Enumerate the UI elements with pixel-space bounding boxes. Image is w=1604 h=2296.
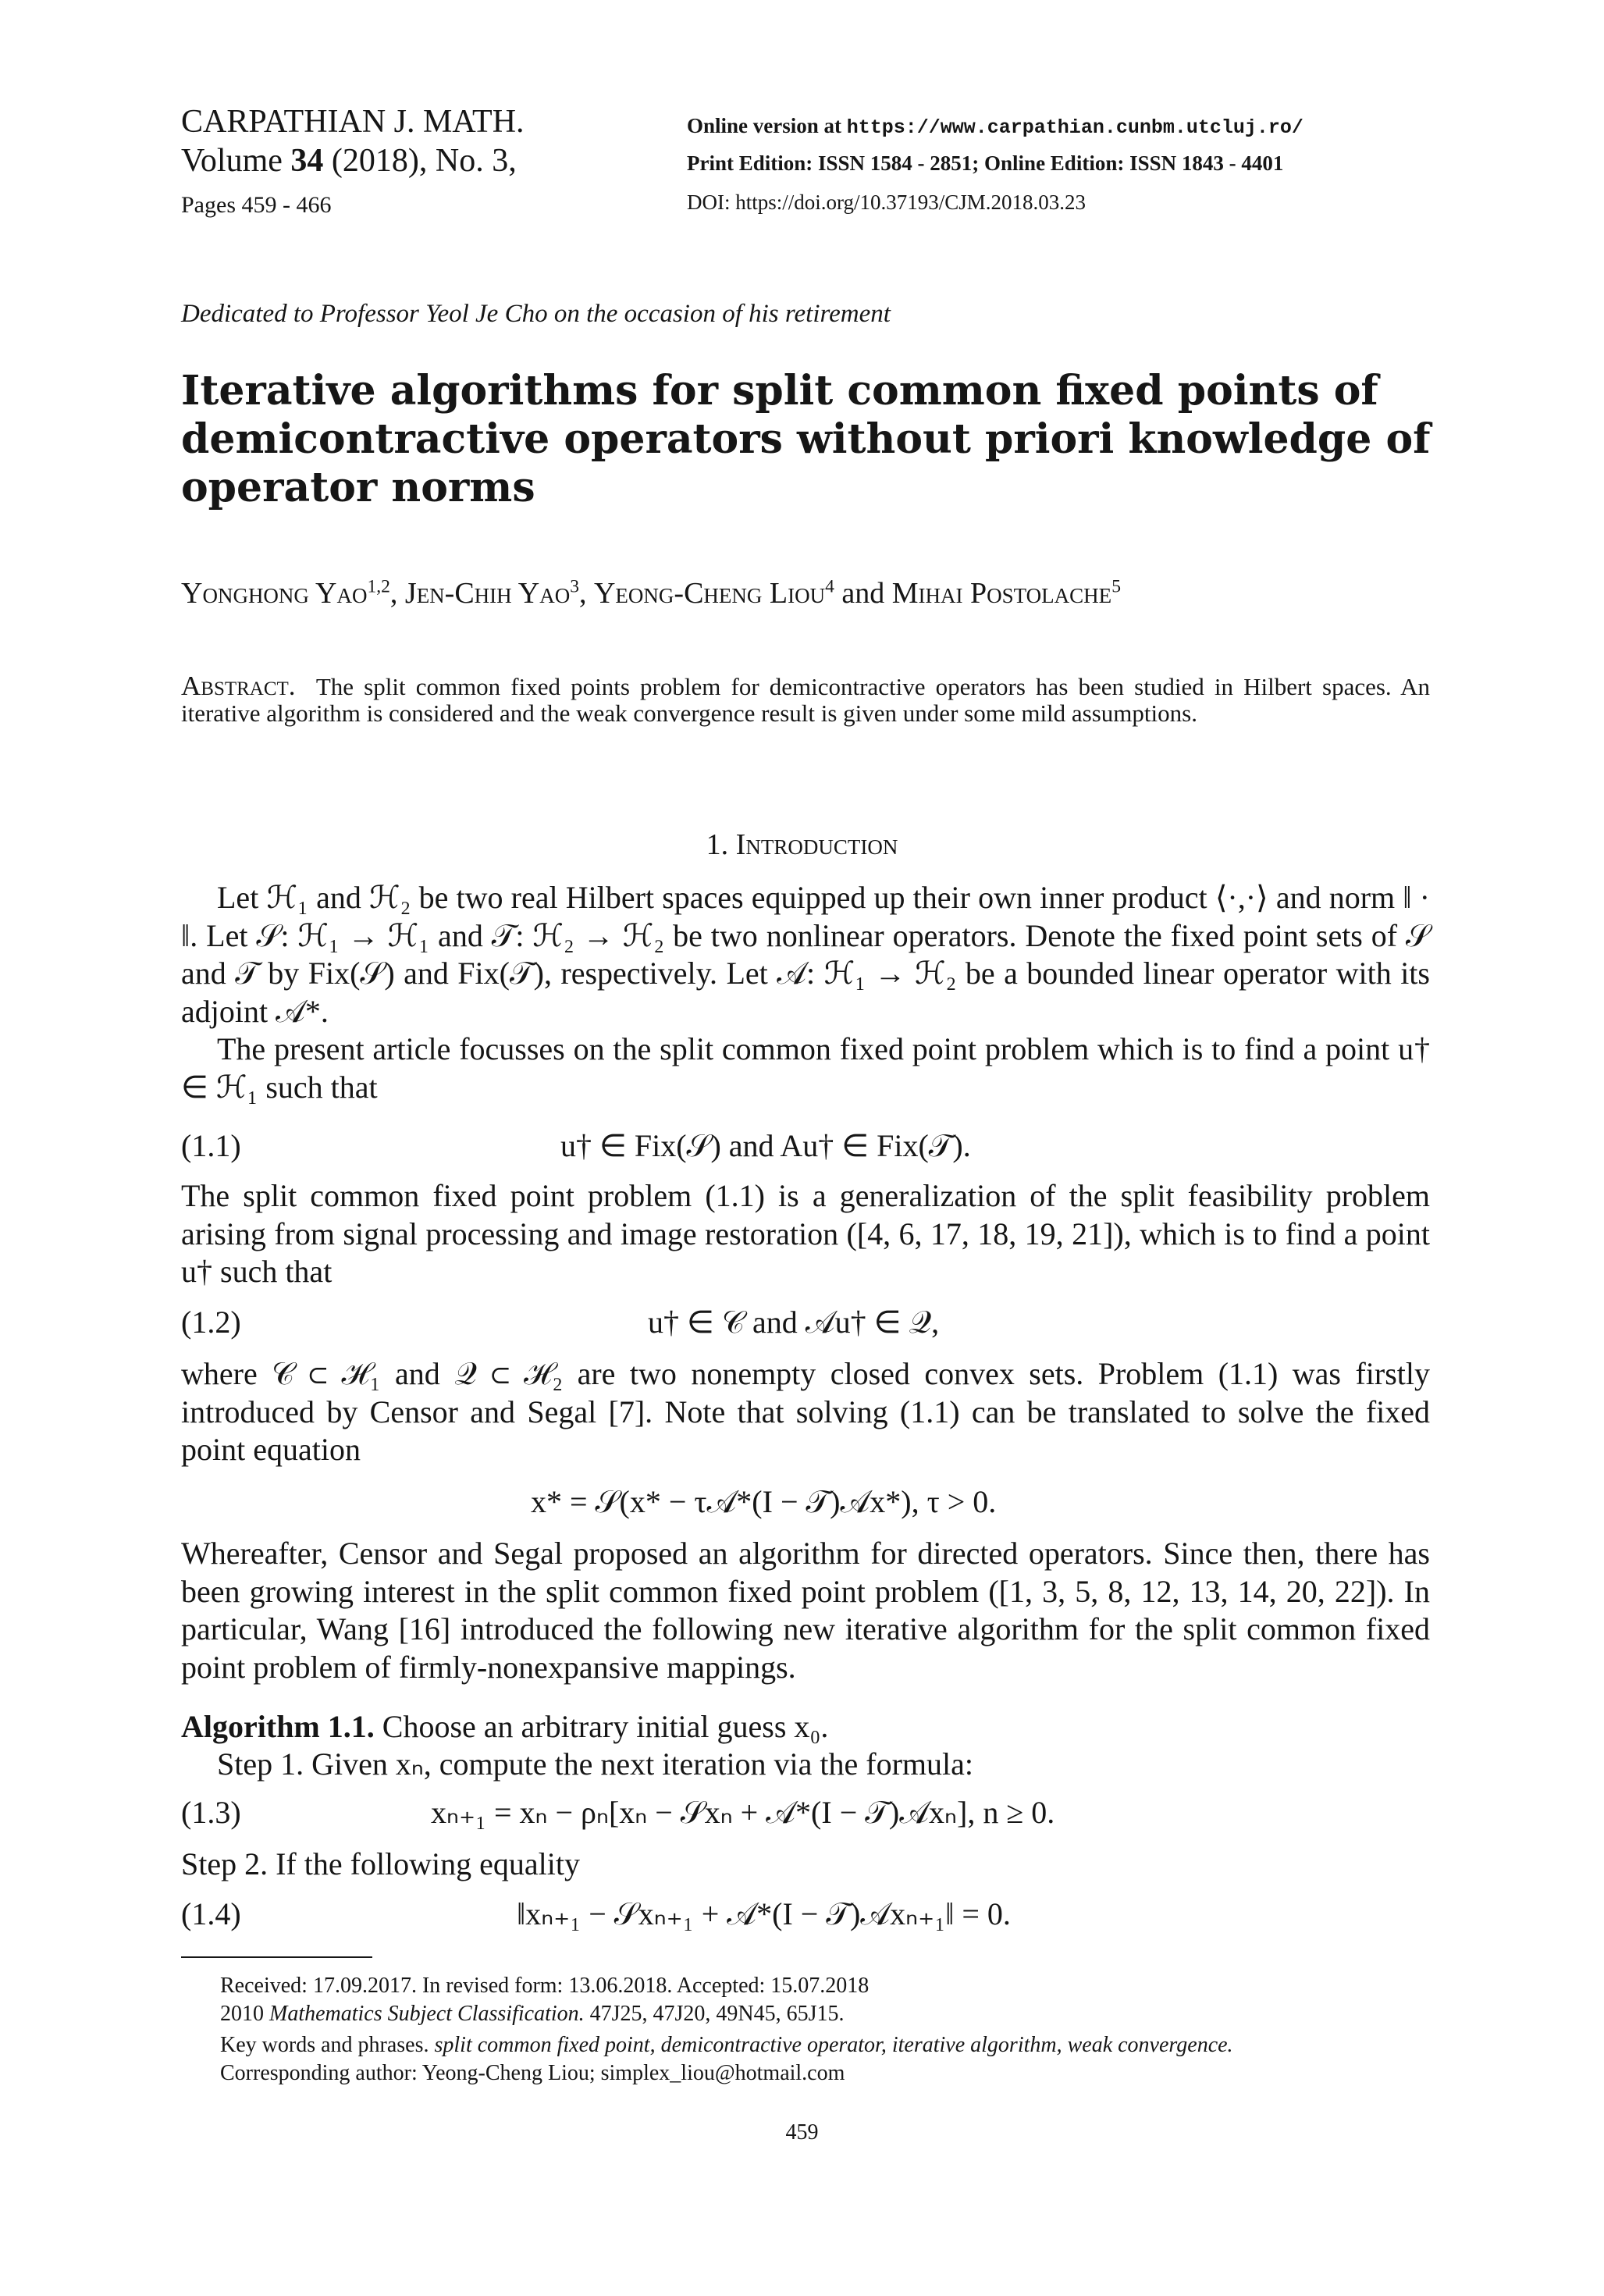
author-3-affil: 4 (825, 576, 834, 597)
paper-title (181, 367, 1431, 512)
footnote-received: Received: 17.09.2017. In revised form: 13.06.2018. Accepted: 15.07.2018 (220, 1974, 870, 1998)
equation-1-4: ‖xₙ₊₁ − 𝒮xₙ₊₁ + 𝒜*(I − 𝒯)𝒜xₙ₊₁‖ = 0. (517, 1896, 1011, 1931)
section-number: 1. (706, 828, 736, 861)
volume-prefix: Volume (181, 143, 291, 179)
journal-pages: Pages 459 - 466 (181, 192, 332, 218)
equation-1-2-number: (1.2) (181, 1305, 241, 1340)
abstract-text: The split common fixed points problem for demicontractive operators has been studied in Hilbert spaces. An iterative algorithm is considered and the weak convergence result is given under some mild assumptions. (181, 673, 1430, 727)
author-2: Jen-Chih Yao (404, 577, 571, 610)
author-4: Mihai Postolache (891, 577, 1112, 610)
title-line-1: Iterative algorithms for split common fixed points of (181, 367, 1378, 415)
intro-paragraph-1: Let ℋ₁ and ℋ₂ be two real Hilbert spaces equipped up their own inner product ⟨·,·⟩ and norm ‖ · ‖. Let 𝒮: ℋ₁ → ℋ₁ and 𝒯: ℋ₂ → ℋ₂ be two nonlinear operators. Denote the fixed point sets of 𝒮 and 𝒯 by Fix(𝒮) and Fix(𝒯), respectively. Let 𝒜: ℋ₁ → ℋ₂ be a bounded linear operator with its adjoint 𝒜*. (181, 880, 1430, 1029)
footnote-msc (220, 2000, 845, 2028)
msc-label: Mathematics Subject Classification. (269, 2002, 585, 2026)
issn-line: Print Edition: ISSN 1584 - 2851; Online Edition: ISSN 1843 - 4401 (687, 151, 1284, 175)
equation-1-2: u† ∈ 𝒞 and 𝒜u† ∈ 𝒬, (648, 1305, 940, 1340)
online-label: Online version at (687, 114, 847, 137)
page-number: 459 (785, 2120, 819, 2145)
title-line-3: operator norms (181, 464, 535, 511)
author-3: Yeong-Cheng Liou (593, 577, 826, 610)
online-version (687, 114, 1303, 139)
algorithm-1-1 (181, 1708, 828, 1746)
abstract (181, 673, 1430, 727)
volume-suffix: (2018), No. 3, (323, 143, 517, 179)
author-list: Yonghong Yao$^{1,2}$, Jen-Chih Yao$^3$, Yeong-Cheng Liou$^4$ and Mihai Postolache$^5$ (181, 576, 1121, 610)
volume-number: 34 (290, 143, 324, 179)
footnote-corresponding: Corresponding author: Yeong-Cheng Liou; simplex_liou@hotmail.com (220, 2061, 845, 2085)
keywords-label: Key words and phrases. (220, 2033, 435, 2057)
footnote-keywords (220, 2031, 1233, 2059)
msc-prefix: 2010 (220, 2002, 269, 2026)
algorithm-text: Choose an arbitrary initial guess x₀. (374, 1709, 829, 1744)
title-line-2: demicontractive operators without priori knowledge of (181, 415, 1431, 463)
author-2-affil: 3 (570, 576, 579, 597)
online-url[interactable]: https://www.carpathian.cunbm.utcluj.ro/ (846, 116, 1303, 139)
intro-paragraph-5: Whereafter, Censor and Segal proposed an algorithm for directed operators. Since then, there has been growing interest in the split common fixed point problem ([1, 3, 5, 8, 12, 13, 14, 20, 22]). In particular, Wang [16] introduced the following new iterative algorithm for the split common fixed point problem of firmly-nonexpansive mappings. (181, 1536, 1430, 1685)
footnote-rule (181, 1956, 372, 1958)
author-1-affil: 1,2 (367, 576, 390, 597)
equation-1-1: u† ∈ Fix(𝒮) and Au† ∈ Fix(𝒯). (560, 1128, 971, 1163)
doi-line[interactable]: DOI: https://doi.org/10.37193/CJM.2018.03.23 (687, 190, 1087, 214)
equation-1-3: xₙ₊₁ = xₙ − ρₙ[xₙ − 𝒮xₙ + 𝒜*(I − 𝒯)𝒜xₙ], n ≥ 0. (431, 1795, 1055, 1830)
algorithm-step-2: Step 2. If the following equality (181, 1846, 581, 1881)
dedication: Dedicated to Professor Yeol Je Cho on the occasion of his retirement (181, 300, 891, 328)
journal-name: CARPATHIAN J. MATH. (181, 104, 525, 140)
journal-volume (181, 142, 517, 180)
intro-paragraph-4: where 𝒞 ⊂ ℋ₁ and 𝒬 ⊂ ℋ₂ are two nonempty closed convex sets. Problem (1.1) was firstly introduced by Censor and Segal [7]. Note that solving (1.1) can be translated to solve the fixed point equation (181, 1356, 1430, 1467)
fixed-point-equation: x* = 𝒮(x* − τ𝒜*(I − 𝒯)𝒜x*), τ > 0. (531, 1484, 997, 1519)
author-1: Yonghong Yao (181, 577, 368, 610)
keywords-text: split common fixed point, demicontractive operator, iterative algorithm, weak convergence. (434, 2033, 1233, 2057)
section-title: Introduction (735, 828, 898, 861)
equation-1-3-number: (1.3) (181, 1795, 241, 1830)
equation-1-1-number: (1.1) (181, 1128, 241, 1163)
intro-paragraph-3: The split common fixed point problem (1.1) is a generalization of the split feasibility problem arising from signal processing and image restoration ([4, 6, 17, 18, 19, 21]), which is to find a point u† such that (181, 1178, 1430, 1289)
intro-paragraph-2: The present article focusses on the split common fixed point problem which is to find a point u† ∈ ℋ₁ such that (181, 1031, 1430, 1105)
author-and: and (834, 577, 892, 610)
algorithm-label: Algorithm 1.1. (181, 1709, 375, 1744)
abstract-label: Abstract. (181, 671, 296, 701)
equation-1-4-number: (1.4) (181, 1896, 241, 1931)
section-heading (0, 828, 1604, 862)
msc-codes: 47J25, 47J20, 49N45, 65J15. (584, 2002, 845, 2026)
algorithm-step-1: Step 1. Given xₙ, compute the next iteration via the formula: (217, 1746, 974, 1782)
author-4-affil: 5 (1111, 576, 1121, 597)
